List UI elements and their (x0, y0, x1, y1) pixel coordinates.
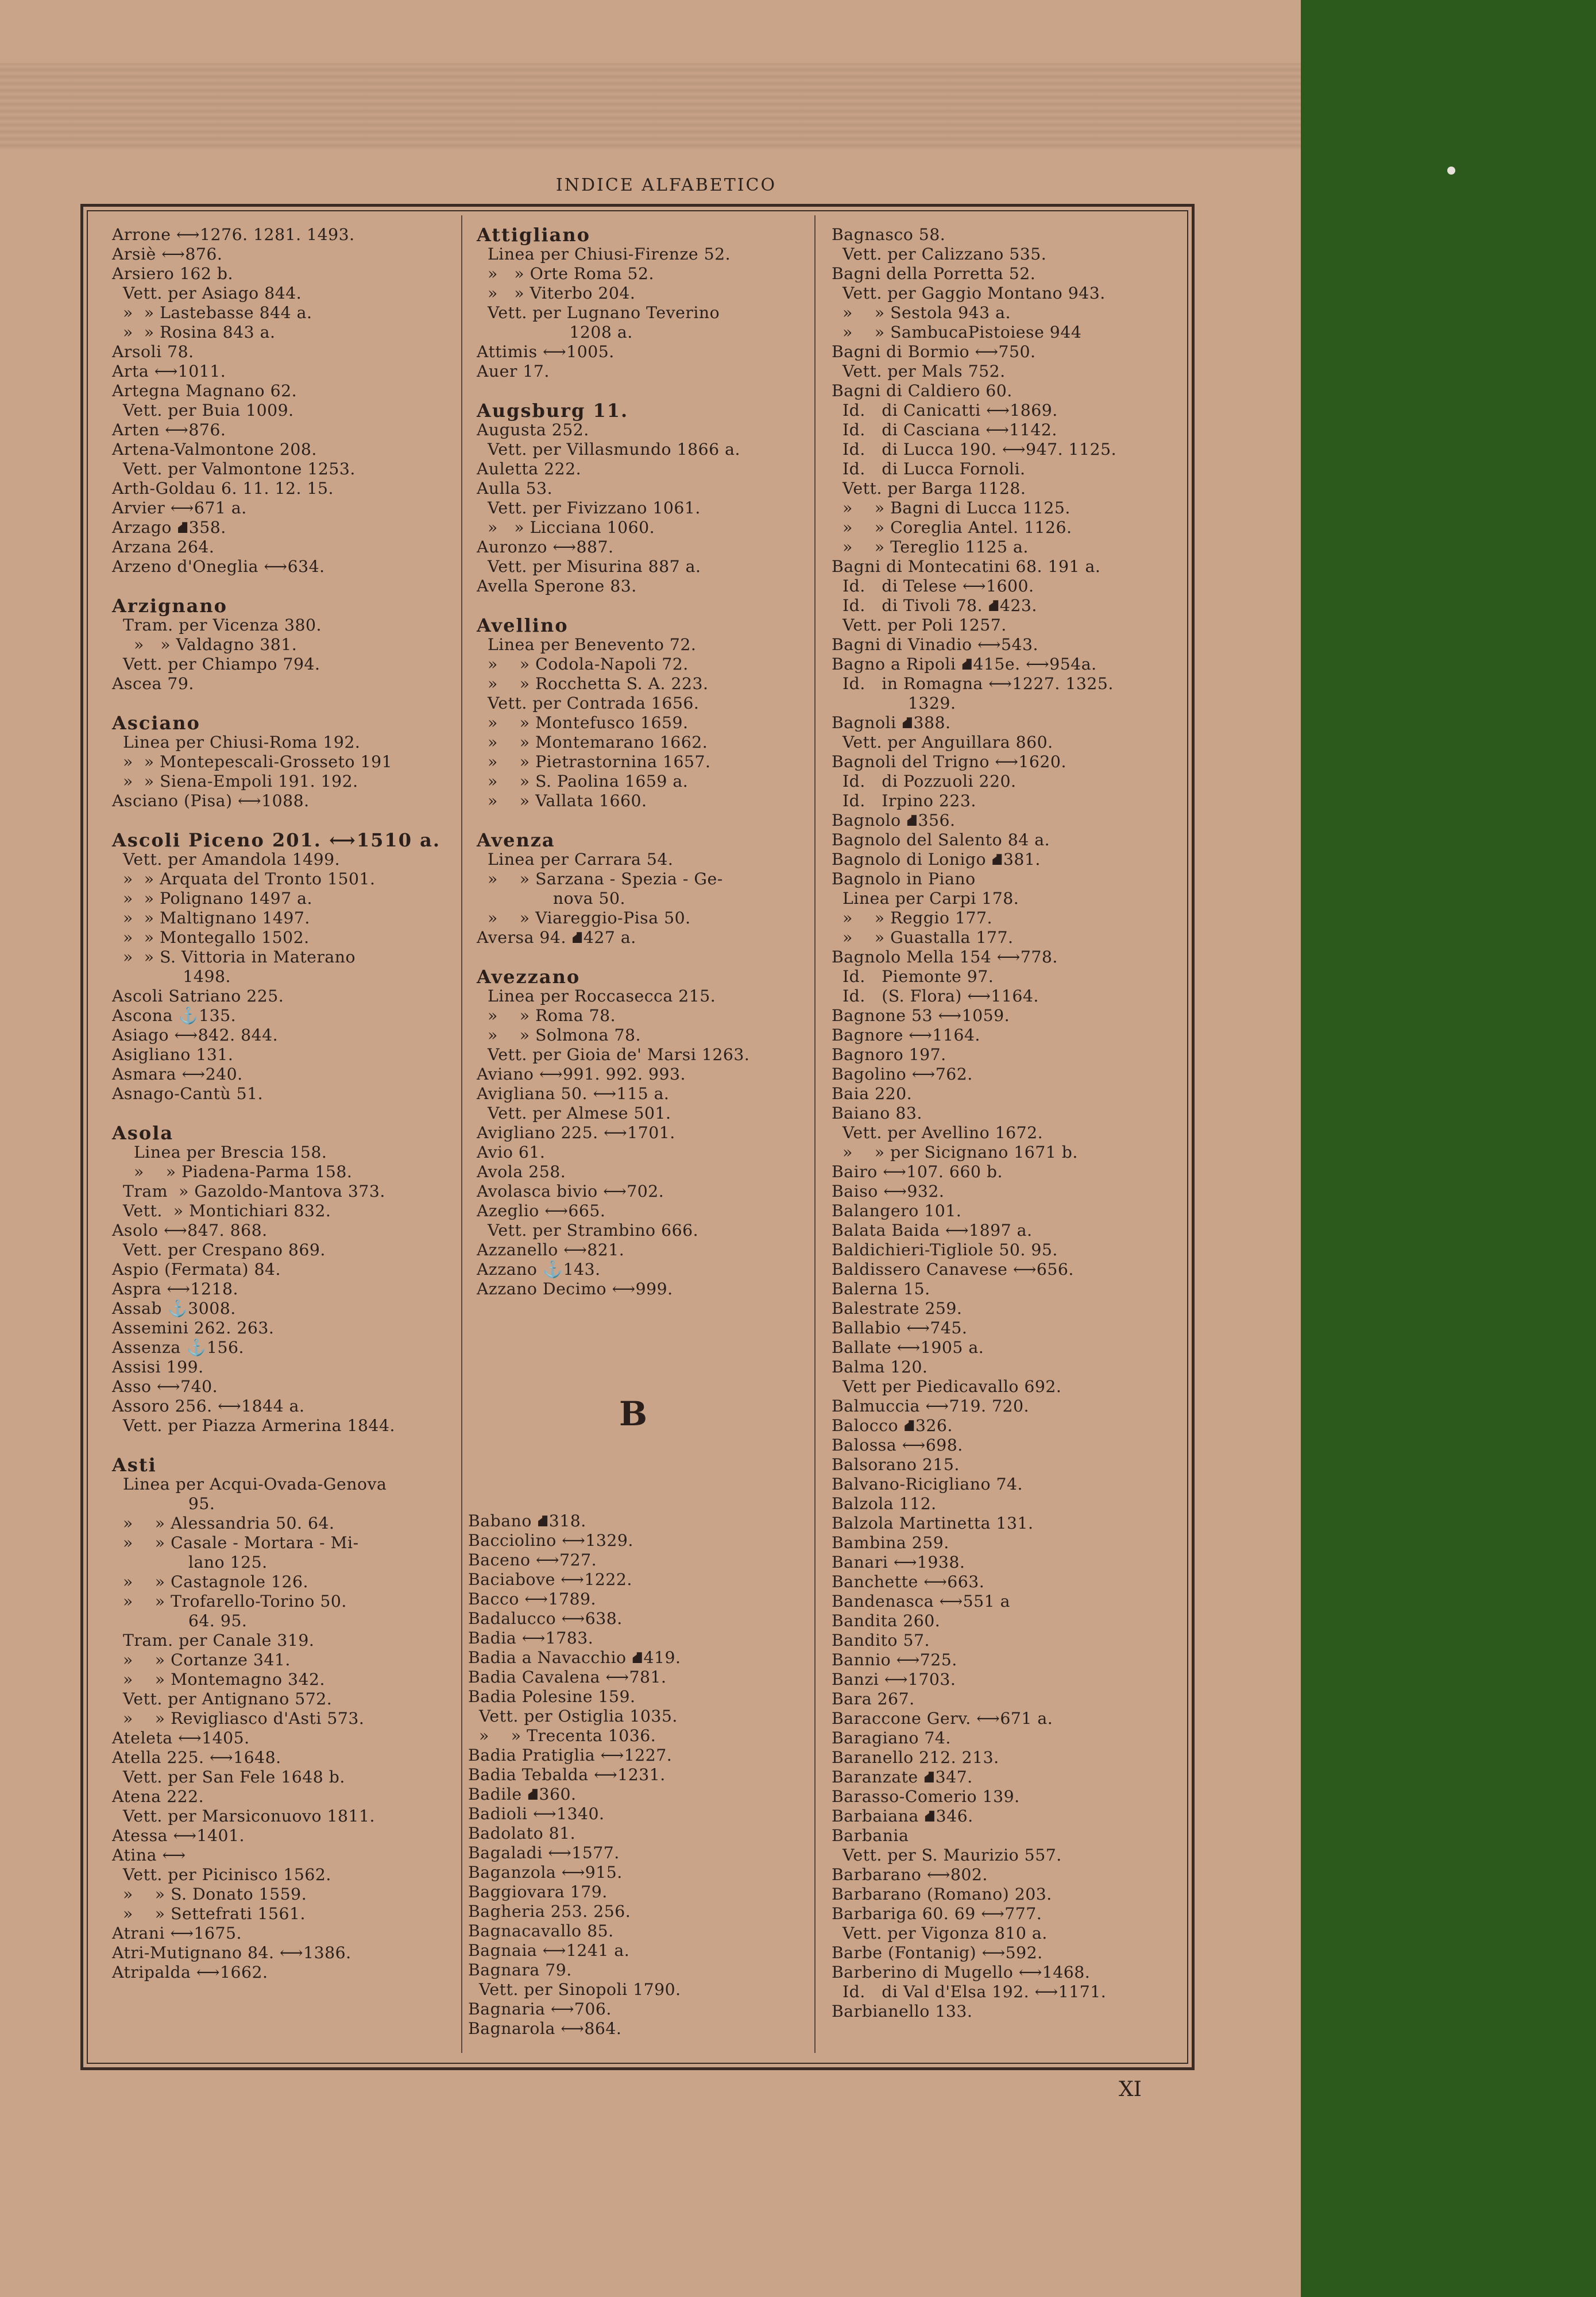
index-entry: Azzano Decimo ⟷999. (477, 1279, 673, 1298)
index-entry: Atella 225. ⟷1648. (112, 1748, 281, 1767)
index-entry: » » Rocchetta S. A. 223. (477, 674, 709, 693)
index-entry: Baiso ⟷932. (832, 1182, 945, 1201)
index-entry: Vett per Piedicavallo 692. (832, 1377, 1062, 1396)
index-heading: Avezzano (477, 966, 581, 988)
index-entry: Atina ⟷ (112, 1846, 186, 1865)
index-entry: Bacco ⟷1789. (468, 1590, 596, 1608)
index-entry: Bara 267. (832, 1689, 915, 1708)
index-entry: » » Pietrastornina 1657. (477, 752, 711, 771)
index-entry: Bagnore ⟷1164. (832, 1026, 980, 1045)
index-entry: Barbarano (Romano) 203. (832, 1885, 1052, 1904)
index-entry: Badolato 81. (468, 1824, 576, 1843)
index-entry: » » Sarzana - Spezia - Ge- (477, 869, 723, 888)
index-entry: » » Viterbo 204. (477, 284, 636, 303)
index-entry: Bagnolo del Salento 84 a. (832, 830, 1050, 849)
index-entry: Avio 61. (477, 1143, 546, 1162)
index-entry: » » Piadena-Parma 158. (112, 1162, 353, 1181)
index-entry: lano 125. (112, 1553, 268, 1572)
index-entry: » » S. Paolina 1659 a. (477, 772, 689, 791)
index-entry: Id. di Tivoli 78. ⛘423. (832, 596, 1037, 615)
index-entry: Asiago ⟷842. 844. (112, 1026, 279, 1045)
index-entry: Artegna Magnano 62. (112, 381, 297, 400)
index-entry: Bagheria 253. 256. (468, 1902, 631, 1921)
index-entry: Assemini 262. 263. (112, 1318, 275, 1337)
index-entry: Banchette ⟷663. (832, 1572, 985, 1591)
index-entry: Bagni di Bormio ⟷750. (832, 342, 1036, 361)
section-letter-b: B (619, 1394, 648, 1433)
index-entry: Vett. per Calizzano 535. (832, 245, 1047, 264)
index-entry: » » per Sicignano 1671 b. (832, 1143, 1078, 1162)
index-entry: Id. di Lucca Fornoli. (832, 459, 1026, 478)
index-entry: » » Settefrati 1561. (112, 1904, 306, 1923)
index-entry: Baranzate ⛘347. (832, 1768, 973, 1786)
index-entry: Id. di Val d'Elsa 192. ⟷1171. (832, 1982, 1107, 2001)
index-entry: Arten ⟷876. (112, 420, 226, 439)
index-entry: » » Arquata del Tronto 1501. (112, 869, 376, 888)
index-entry: » » Lastebasse 844 a. (112, 303, 312, 322)
index-entry (477, 381, 749, 401)
index-entry: Aspio (Fermata) 84. (112, 1260, 281, 1279)
index-entry: Vett. per S. Maurizio 557. (832, 1846, 1062, 1865)
index-entry: Vett. per Barga 1128. (832, 479, 1026, 498)
index-heading: Augsburg 11. (477, 400, 629, 421)
index-entry: » » S. Donato 1559. (112, 1885, 307, 1904)
index-entry: » » Reggio 177. (832, 908, 992, 927)
index-entry: Bairo ⟷107. 660 b. (832, 1162, 1003, 1181)
index-entry: Assisi 199. (112, 1358, 204, 1376)
index-entry: Banzi ⟷1703. (832, 1670, 956, 1689)
index-entry: Balmuccia ⟷719. 720. (832, 1397, 1029, 1416)
index-entry: » » Castagnole 126. (112, 1572, 309, 1591)
index-column-3 (832, 225, 1116, 2021)
index-entry: Id. in Romagna ⟷1227. 1325. (832, 674, 1114, 693)
index-entry: Atri-Mutignano 84. ⟷1386. (112, 1943, 351, 1962)
index-entry: Bandito 57. (832, 1631, 930, 1650)
index-entry: Barbianello 133. (832, 2002, 973, 2021)
index-entry (112, 694, 440, 713)
index-entry: Arta ⟷1011. (112, 362, 226, 381)
index-entry: Id. Piemonte 97. (832, 967, 994, 986)
index-entry: » » Montepescali-Grosseto 191 (112, 752, 393, 771)
index-entry: » » Casale - Mortara - Mi- (112, 1533, 359, 1552)
index-entry: Assab ⚓3008. (112, 1299, 236, 1318)
index-entry: Baldissero Canavese ⟷656. (832, 1260, 1074, 1279)
index-entry: Asnago-Cantù 51. (112, 1084, 264, 1103)
index-heading: Avellino (477, 614, 569, 636)
index-entry: Linea per Chiusi-Roma 192. (112, 733, 361, 752)
index-entry: Balerna 15. (832, 1279, 930, 1298)
index-entry: Ballabio ⟷745. (832, 1318, 968, 1337)
index-entry: Badioli ⟷1340. (468, 1804, 605, 1823)
index-entry: Badia Polesine 159. (468, 1687, 636, 1706)
index-entry: » » Siena-Empoli 191. 192. (112, 772, 358, 791)
index-entry: » » Polignano 1497 a. (112, 889, 312, 908)
index-entry: Baggiovara 179. (468, 1882, 608, 1901)
index-entry: Vett. per Picinisco 1562. (112, 1865, 331, 1884)
index-entry: Linea per Carpi 178. (832, 889, 1019, 908)
index-heading: Asciano (112, 712, 200, 734)
index-entry: Vett. per Crespano 869. (112, 1240, 326, 1259)
index-entry: Badia Pratiglia ⟷1227. (468, 1746, 673, 1765)
index-entry: Arzeno d'Oneglia ⟷634. (112, 557, 325, 576)
index-entry: » » Montegallo 1502. (112, 928, 310, 947)
index-entry: Badalucco ⟷638. (468, 1609, 623, 1628)
index-entry: Vett. per Ostiglia 1035. (468, 1707, 678, 1726)
index-entry: Balata Baida ⟷1897 a. (832, 1221, 1033, 1240)
index-entry: Linea per Benevento 72. (477, 635, 697, 654)
index-entry: » » Licciana 1060. (477, 518, 655, 537)
index-column-1 (112, 225, 440, 1982)
index-entry: Arvier ⟷671 a. (112, 498, 247, 517)
index-entry: Baragiano 74. (832, 1728, 951, 1747)
index-entry: Balossa ⟷698. (832, 1436, 963, 1455)
index-entry: Id. di Telese ⟷1600. (832, 577, 1034, 595)
index-entry: Vett. per Poli 1257. (832, 616, 1007, 635)
index-entry: Balvano-Ricigliano 74. (832, 1475, 1023, 1494)
index-entry: Vett. per Valmontone 1253. (112, 459, 355, 478)
index-entry: Vett. per Buia 1009. (112, 401, 294, 420)
index-entry: » » Alessandria 50. 64. (112, 1514, 335, 1533)
index-entry: Baia 220. (832, 1084, 913, 1103)
index-entry: » » Maltignano 1497. (112, 908, 310, 927)
index-entry: Barbariga 60. 69 ⟷777. (832, 1904, 1042, 1923)
index-entry: Auletta 222. (477, 459, 582, 478)
index-entry: Bagni della Porretta 52. (832, 264, 1036, 283)
index-entry: Bagni di Vinadio ⟷543. (832, 635, 1039, 654)
index-entry: Arsiè ⟷876. (112, 245, 223, 264)
index-entry: Id. Irpino 223. (832, 791, 976, 810)
index-entry: Baiano 83. (832, 1104, 922, 1123)
index-entry: Vett. per San Fele 1648 b. (112, 1768, 345, 1786)
index-entry: Baceno ⟷727. (468, 1550, 597, 1569)
index-entry: Artena-Valmontone 208. (112, 440, 317, 459)
index-entry: » » Solmona 78. (477, 1026, 642, 1045)
index-entry: Bagni di Montecatini 68. 191 a. (832, 557, 1101, 576)
index-entry: Badia a Navacchio ⛘419. (468, 1648, 681, 1667)
index-entry: Aulla 53. (477, 479, 553, 498)
index-heading: Ascoli Piceno 201. ⟷1510 a. (112, 829, 440, 851)
index-entry: Bagnolo Mella 154 ⟷778. (832, 948, 1058, 966)
index-entry: Baganzola ⟷915. (468, 1863, 623, 1882)
index-entry: Linea per Acqui-Ovada-Genova (112, 1475, 387, 1494)
index-entry: Bagnarola ⟷864. (468, 2019, 622, 2038)
index-heading: Arzignano (112, 595, 227, 617)
index-entry: Vett. per Sinopoli 1790. (468, 1980, 681, 1999)
index-entry: Tram. per Canale 319. (112, 1631, 315, 1650)
index-entry: Bagolino ⟷762. (832, 1065, 973, 1084)
index-entry: Tram » Gazoldo-Mantova 373. (112, 1182, 385, 1201)
index-entry: 64. 95. (112, 1611, 248, 1630)
page-number: XI (1119, 2078, 1142, 2101)
index-entry: Arzana 264. (112, 537, 215, 556)
index-entry: Arrone ⟷1276. 1281. 1493. (112, 225, 355, 244)
index-entry: Avigliano 225. ⟷1701. (477, 1123, 675, 1142)
index-entry: Assenza ⚓156. (112, 1338, 244, 1357)
index-entry: Vett. per Almese 501. (477, 1104, 671, 1123)
index-entry: Linea per Carrara 54. (477, 850, 674, 869)
index-entry (112, 811, 440, 830)
index-entry: » » Montemagno 342. (112, 1670, 326, 1689)
index-entry: Id. di Canicatti ⟷1869. (832, 401, 1058, 420)
index-entry: » » Viareggio-Pisa 50. (477, 908, 691, 927)
index-entry: » » Roma 78. (477, 1006, 616, 1025)
index-entry (477, 948, 749, 967)
index-entry: 1208 a. (477, 323, 633, 342)
index-entry: Azzanello ⟷821. (477, 1240, 625, 1259)
index-entry: Azeglio ⟷665. (477, 1201, 606, 1220)
index-entry: Atrani ⟷1675. (112, 1924, 242, 1943)
index-entry: Vett. per Marsiconuovo 1811. (112, 1807, 376, 1826)
index-entry: » » Trecenta 1036. (468, 1726, 656, 1745)
index-entry: Id. (S. Flora) ⟷1164. (832, 987, 1039, 1006)
index-entry: Ascona ⚓135. (112, 1006, 237, 1025)
index-entry: Vett. per Vigonza 810 a. (832, 1924, 1048, 1943)
index-entry: Id. di Pozzuoli 220. (832, 772, 1017, 791)
index-entry: Vett. » Montichiari 832. (112, 1201, 331, 1220)
index-entry: » » Vallata 1660. (477, 791, 647, 810)
index-entry: 1329. (832, 694, 956, 713)
index-entry: Barbania (832, 1826, 909, 1845)
index-entry: Bagnoli del Trigno ⟷1620. (832, 752, 1066, 771)
index-column-2-bottom (468, 1511, 681, 2039)
index-entry: Vett. per Piazza Armerina 1844. (112, 1416, 396, 1435)
index-entry: Balocco ⛘326. (832, 1416, 953, 1435)
index-entry: Aversa 94. ⛘427 a. (477, 928, 636, 947)
index-entry: Badia Cavalena ⟷781. (468, 1668, 667, 1687)
index-entry: Vett. per Chiampo 794. (112, 655, 320, 674)
index-entry: Ballate ⟷1905 a. (832, 1338, 984, 1357)
index-heading: Attigliano (477, 224, 591, 246)
index-entry: Bagnaria ⟷706. (468, 2000, 612, 2018)
index-entry: Barasso-Comerio 139. (832, 1787, 1020, 1806)
index-entry: » » Codola-Napoli 72. (477, 655, 689, 674)
index-entry: Vett. per Asiago 844. (112, 284, 302, 303)
index-entry: Asciano (Pisa) ⟷1088. (112, 791, 310, 810)
index-entry: Linea per Chiusi-Firenze 52. (477, 245, 731, 264)
index-entry: Asmara ⟷240. (112, 1065, 243, 1084)
index-entry: Bagnasco 58. (832, 225, 946, 244)
index-entry: Id. di Casciana ⟷1142. (832, 420, 1057, 439)
index-entry: Vett. per Gioia de' Marsi 1263. (477, 1045, 750, 1064)
index-entry: Asso ⟷740. (112, 1377, 218, 1396)
index-entry: » » Tereglio 1125 a. (832, 537, 1029, 556)
index-entry: Vett. per Misurina 887 a. (477, 557, 701, 576)
index-entry: Auer 17. (477, 362, 550, 381)
index-entry: Asigliano 131. (112, 1045, 234, 1064)
index-entry: Avolasca bivio ⟷702. (477, 1182, 664, 1201)
index-entry: Bagnolo in Piano (832, 869, 976, 888)
index-entry: Vett. per Gaggio Montano 943. (832, 284, 1106, 303)
index-entry: Bagno a Ripoli ⛘415e. ⟷954a. (832, 655, 1097, 674)
index-entry: Barbaiana ⛘346. (832, 1807, 973, 1826)
index-entry: Atena 222. (112, 1787, 204, 1806)
index-entry: Balma 120. (832, 1358, 928, 1376)
index-entry: Atripalda ⟷1662. (112, 1963, 268, 1982)
index-entry: Azzano ⚓143. (477, 1260, 601, 1279)
index-entry: Bandita 260. (832, 1611, 941, 1630)
index-entry: Id. di Lucca 190. ⟷947. 1125. (832, 440, 1117, 459)
index-entry: Bacciolino ⟷1329. (468, 1531, 633, 1550)
index-entry: Baranello 212. 213. (832, 1748, 999, 1767)
index-entry: Asolo ⟷847. 868. (112, 1221, 268, 1240)
index-entry: Vett. per Amandola 1499. (112, 850, 341, 869)
index-entry: Avola 258. (477, 1162, 566, 1181)
index-entry: Assoro 256. ⟷1844 a. (112, 1397, 305, 1416)
index-entry: Bagnolo di Lonigo ⛘381. (832, 850, 1041, 869)
index-entry: » » Sestola 943 a. (832, 303, 1011, 322)
index-entry: Bagaladi ⟷1577. (468, 1843, 620, 1862)
page-header: INDICE ALFABETICO (555, 175, 777, 195)
column-divider (461, 215, 462, 2053)
index-entry: » » Guastalla 177. (832, 928, 1014, 947)
index-entry: Barberino di Mugello ⟷1468. (832, 1963, 1091, 1982)
index-entry: » » Bagni di Lucca 1125. (832, 498, 1071, 517)
background-speck (1447, 167, 1455, 175)
column-divider (814, 215, 816, 2053)
index-entry: Arth-Goldau 6. 11. 12. 15. (112, 479, 334, 498)
index-entry: Barbe (Fontanig) ⟷592. (832, 1943, 1043, 1962)
index-entry: » » S. Vittoria in Materano (112, 948, 356, 966)
index-entry: Bagnaia ⟷1241 a. (468, 1941, 630, 1960)
index-entry: Balestrate 259. (832, 1299, 963, 1318)
index-entry: Atessa ⟷1401. (112, 1826, 245, 1845)
index-entry: » » Cortanze 341. (112, 1650, 291, 1669)
index-entry: » » Rosina 843 a. (112, 323, 276, 342)
index-entry: Vett. per Mals 752. (832, 362, 1006, 381)
index-entry: » » Coreglia Antel. 1126. (832, 518, 1072, 537)
index-entry: Arsiero 162 b. (112, 264, 233, 283)
index-entry (112, 1436, 440, 1455)
index-entry: Badia Tebalda ⟷1231. (468, 1765, 666, 1784)
index-entry: Vett. per Anguillara 860. (832, 733, 1053, 752)
index-entry (477, 596, 749, 616)
index-entry: Bagnacavallo 85. (468, 1921, 614, 1940)
index-entry: » » Montemarano 1662. (477, 733, 708, 752)
index-entry: Ateleta ⟷1405. (112, 1728, 250, 1747)
index-entry: Arzago ⛘358. (112, 518, 226, 537)
index-entry (112, 1104, 440, 1123)
index-entry: Bagnone 53 ⟷1059. (832, 1006, 1010, 1025)
index-entry: » » Revigliasco d'Asti 573. (112, 1709, 365, 1728)
index-entry (477, 811, 749, 830)
index-entry: 1498. (112, 967, 231, 986)
index-entry: Vett. per Avellino 1672. (832, 1123, 1044, 1142)
index-heading: Asola (112, 1122, 174, 1144)
index-entry: » » Valdagno 381. (112, 635, 297, 654)
index-entry: Badia ⟷1783. (468, 1629, 594, 1648)
index-entry: Barbarano ⟷802. (832, 1865, 988, 1884)
index-entry: » » Trofarello-Torino 50. (112, 1592, 347, 1611)
index-entry: Babano ⛘318. (468, 1511, 586, 1530)
index-entry: Vett. per Lugnano Teverino (477, 303, 720, 322)
index-entry: Auronzo ⟷887. (477, 537, 614, 556)
index-entry: Attimis ⟷1005. (477, 342, 615, 361)
index-entry: Bagnara 79. (468, 1960, 572, 1979)
index-entry: » » SambucaPistoiese 944 (832, 323, 1082, 342)
index-column-2-top (477, 225, 749, 1299)
index-entry: Bagnoro 197. (832, 1045, 946, 1064)
index-entry: Bagni di Caldiero 60. (832, 381, 1013, 400)
index-entry: Vett. per Strambino 666. (477, 1221, 699, 1240)
index-entry: Baciabove ⟷1222. (468, 1570, 632, 1589)
index-entry: Vett. per Villasmundo 1866 a. (477, 440, 740, 459)
index-entry: Tram. per Vicenza 380. (112, 616, 322, 635)
index-entry: Bannio ⟷725. (832, 1650, 957, 1669)
index-entry: Bandenasca ⟷551 a (832, 1592, 1011, 1611)
index-entry: Bagnolo ⛘356. (832, 811, 956, 830)
index-entry: Linea per Brescia 158. (112, 1143, 327, 1162)
index-entry: Baraccone Gerv. ⟷671 a. (832, 1709, 1053, 1728)
index-entry: » » Montefusco 1659. (477, 713, 689, 732)
index-entry: Balzola 112. (832, 1494, 937, 1513)
index-entry: Balzola Martinetta 131. (832, 1514, 1034, 1533)
index-entry: Vett. per Contrada 1656. (477, 694, 700, 713)
index-entry: Ascoli Satriano 225. (112, 987, 284, 1006)
index-entry: 95. (112, 1494, 215, 1513)
index-entry: Bambina 259. (832, 1533, 949, 1552)
index-entry: Aspra ⟷1218. (112, 1279, 239, 1298)
index-entry: nova 50. (477, 889, 626, 908)
index-entry: Balangero 101. (832, 1201, 962, 1220)
index-entry: Badile ⛘360. (468, 1785, 577, 1804)
index-entry: Balsorano 215. (832, 1455, 960, 1474)
index-heading: Avenza (477, 829, 555, 851)
index-entry: Bagnoli ⛘388. (832, 713, 951, 732)
index-entry: » » Orte Roma 52. (477, 264, 654, 283)
index-entry: Linea per Roccasecca 215. (477, 987, 716, 1006)
index-entry: Arsoli 78. (112, 342, 194, 361)
index-entry (112, 577, 440, 596)
index-entry: Banari ⟷1938. (832, 1553, 965, 1572)
index-entry: Aviano ⟷991. 992. 993. (477, 1065, 686, 1084)
page-edge (0, 63, 1301, 149)
index-entry: Baldichieri-Tigliole 50. 95. (832, 1240, 1058, 1259)
index-entry: Vett. per Antignano 572. (112, 1689, 333, 1708)
index-entry: Ascea 79. (112, 674, 194, 693)
index-entry: Avella Sperone 83. (477, 577, 637, 595)
index-entry: Avigliana 50. ⟷115 a. (477, 1084, 670, 1103)
index-heading: Asti (112, 1454, 157, 1476)
index-entry: Augusta 252. (477, 420, 589, 439)
index-entry: Vett. per Fivizzano 1061. (477, 498, 701, 517)
